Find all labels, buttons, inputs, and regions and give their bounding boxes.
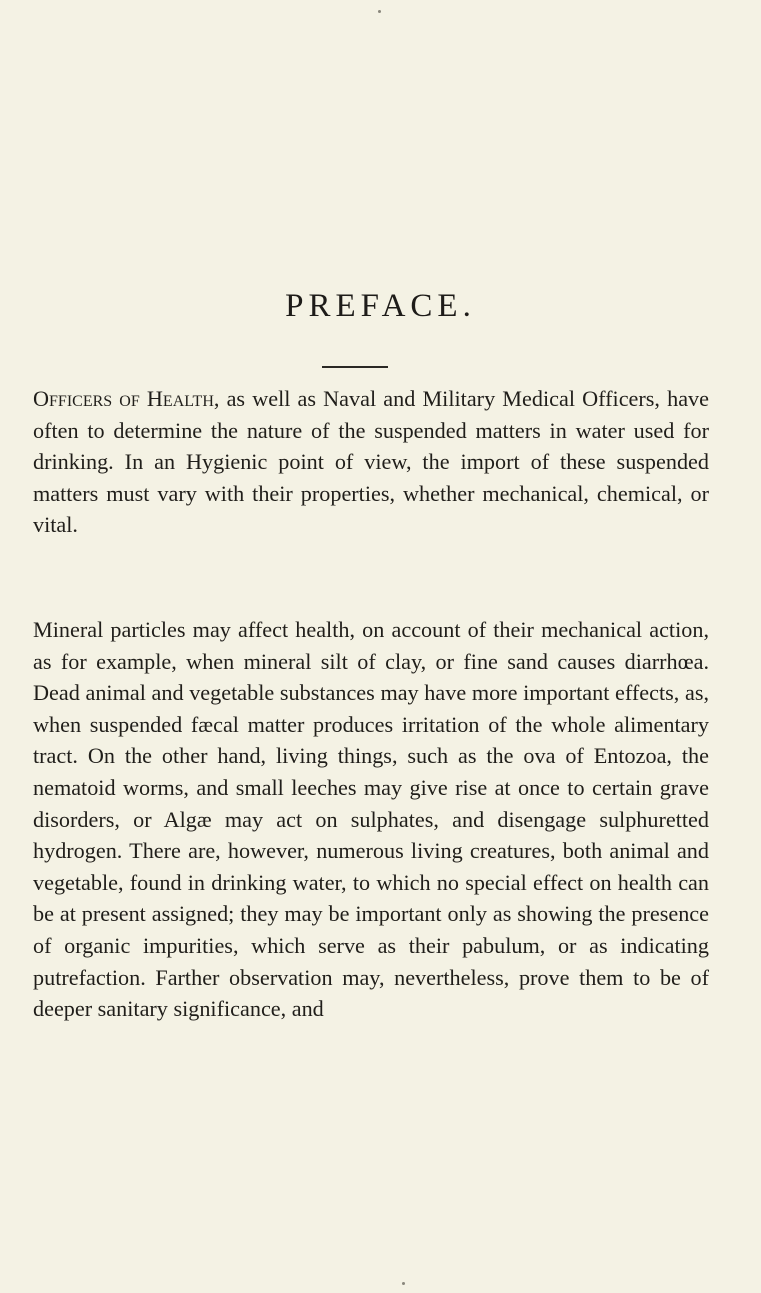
- page-title: PREFACE.: [285, 288, 476, 324]
- paragraph-mineral: Mineral particles may affect health, on account of their mechanical action, as for example, when mineral silt of clay, or fine sand causes diarrhœa. Dead animal and vegetable substances may have more important effects, as, when suspended fæcal matter produces irritation of the whole alimentary tract. On the other hand, living things, such as the ova of Entozoa, the nematoid worms, and small leeches may give rise at once to certain grave disorders, or Algæ may act on sulphates, and disengage sulphuretted hydrogen. There are, however, numerous living creatures, both animal and vegetable, found in drinking water, to which no special effect on health can be at present assigned; they may be important only as showing the presence of organic impurities, which serve as their pabulum, or as indicating putrefaction. Farther observation may, nevertheless, prove them to be of deeper sanitary significance, and: [33, 617, 709, 1022]
- paper-speck: [402, 1282, 405, 1285]
- title-rule: [322, 366, 388, 368]
- paper-speck: [378, 10, 381, 13]
- paragraph-text: , as well as Naval and Military Medical Officers, have often to determine the nature of the suspended matters in water used for drinking. In an Hygienic point of view, the import of these suspended matters must vary with their properties, whether mechanical, chemical, or vital.: [33, 386, 709, 538]
- paragraph-officers: [33, 383, 709, 541]
- paragraph-lead: Officers of Health: [33, 386, 214, 411]
